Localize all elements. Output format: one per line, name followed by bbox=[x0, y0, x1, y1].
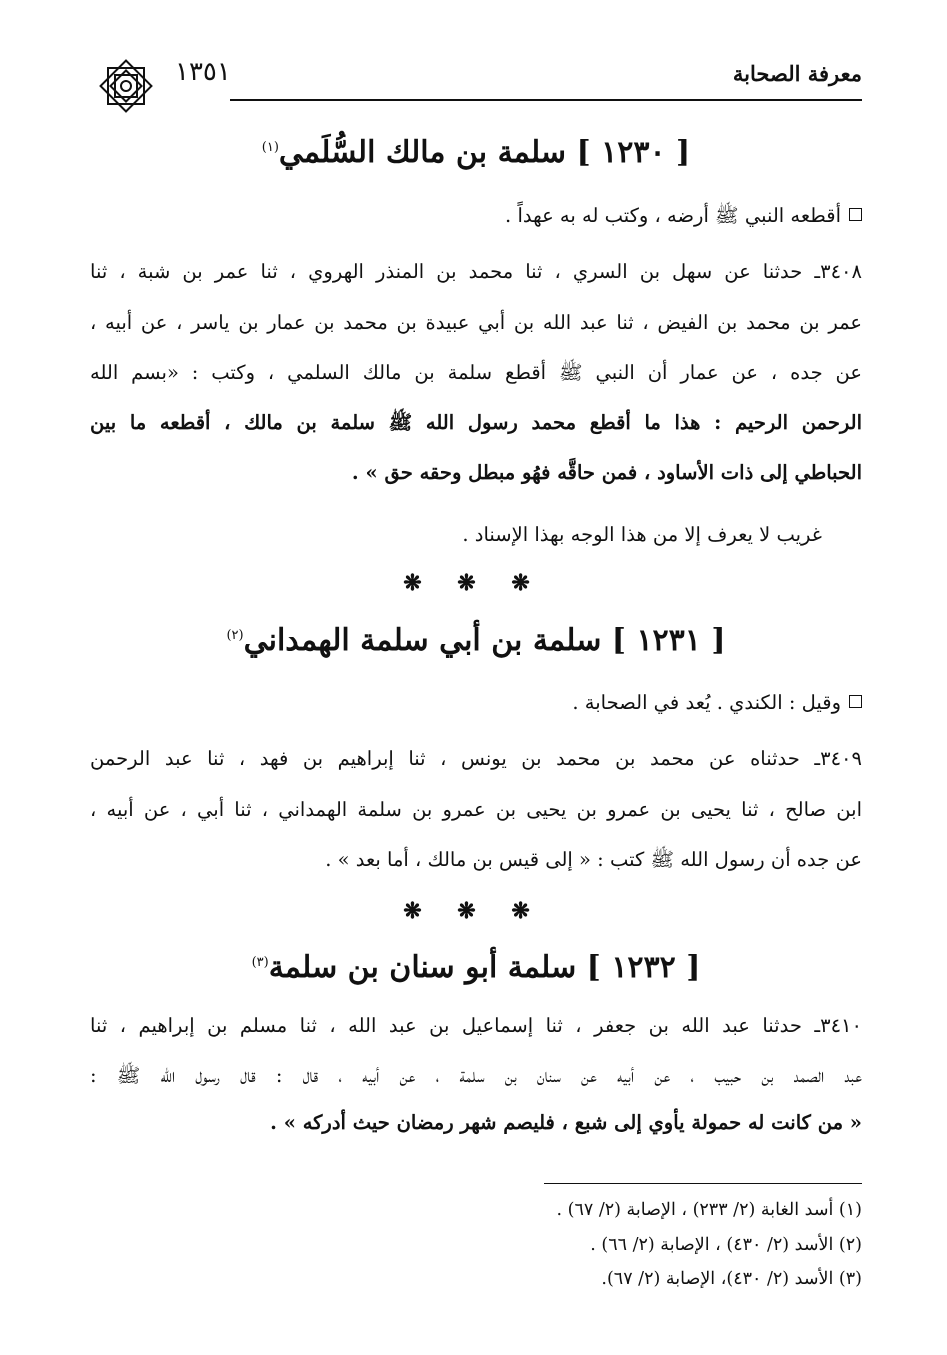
footnote: (١) أسد الغابة (٢/ ٢٣٣) ، الإصابة (٢/ ٦٧) . bbox=[556, 1200, 862, 1220]
hadith-line: ابن صالح ، ثنا يحيى بن عمرو بن يحيى بن عمرو بن سلمة الهمداني ، ثنا أبي ، عن أبيه ، bbox=[90, 798, 862, 821]
eight-point-star-ornament-icon bbox=[95, 55, 157, 117]
entry-intro-1230: أقطعه النبي ﷺ أرضه ، وكتب له به عهداً . bbox=[90, 206, 862, 226]
section-separator: ❋ ❋ ❋ bbox=[403, 898, 544, 924]
hadith-line: ٣٤١٠ـ حدثنا عبد الله بن جعفر ، ثنا إسماعيل بن عبد الله ، ثنا مسلم بن إبراهيم ، ثنا bbox=[90, 1014, 862, 1037]
square-bullet-icon bbox=[849, 695, 862, 708]
hadith-line: « من كانت له حمولة يأوي إلى شبع ، فليصم شهر رمضان حيث أدركه » . bbox=[270, 1111, 862, 1134]
entry-heading-1230: [ ١٢٣٠ ] سلمة بن مالك السُّلَمي$^{(١)}$ bbox=[261, 135, 691, 170]
hadith-line: ٣٤٠٨ـ حدثنا عن سهل بن السري ، ثنا محمد بن المنذر الهروي ، ثنا عمر بن شبة ، ثنا bbox=[90, 260, 862, 283]
running-title: معرفة الصحابة bbox=[732, 61, 862, 86]
footnote: (٢) الأسد (٢/ ٤٣٠) ، الإصابة (٢/ ٦٦) . bbox=[590, 1235, 862, 1255]
hadith-line: عبد الصمد بن حبيب ، عن أبيه عن سنان بن سلمة ، عن أبيه ، قال : قال رسول الله ﷺ : bbox=[90, 1064, 862, 1087]
entry-heading-1232: [ ١٢٣٢ ] سلمة أبو سنان بن سلمة$^{(٣)}$ bbox=[251, 950, 701, 985]
entry-intro-1231: وقيل : الكندي . يُعد في الصحابة . bbox=[90, 693, 862, 713]
entry-comment: غريب لا يعرف إلا من هذا الوجه بهذا الإسناد . bbox=[462, 523, 822, 546]
entry-heading-1231: [ ١٢٣١ ] سلمة بن أبي سلمة الهمداني$^{(٢)}$ bbox=[226, 623, 726, 658]
footnote-rule bbox=[544, 1183, 862, 1184]
hadith-line: الحباطي إلى ذات الأساود ، فمن حاقَّه فهُو مبطل وحقه حق » . bbox=[351, 461, 862, 484]
section-separator: ❋ ❋ ❋ bbox=[403, 570, 544, 596]
hadith-line: الرحمن الرحيم : هذا ما أقطع محمد رسول الله ﷺ سلمة بن مالك ، أقطعه ما بين bbox=[90, 411, 862, 434]
header-rule bbox=[230, 99, 862, 101]
hadith-line: ٣٤٠٩ـ حدثناه عن محمد بن محمد بن يونس ، ثنا إبراهيم بن فهد ، ثنا عبد الرحمن bbox=[90, 747, 862, 770]
hadith-line: عمر بن محمد بن الفيض ، ثنا عبد الله بن أبي عبيدة بن محمد بن عمار بن ياسر ، عن أبيه ، bbox=[90, 311, 862, 334]
hadith-line: عن جده أن رسول الله ﷺ كتب : « إلى قيس بن مالك ، أما بعد » . bbox=[325, 848, 862, 871]
hadith-line: عن جده ، عن عمار أن النبي ﷺ أقطع سلمة بن مالك السلمي ، وكتب : «بسم الله bbox=[90, 361, 862, 384]
page-number: ١٣٥١ bbox=[175, 57, 231, 87]
footnote: (٣) الأسد (٢/ ٤٣٠)، الإصابة (٢/ ٦٧). bbox=[601, 1269, 862, 1289]
page-header bbox=[90, 55, 862, 105]
square-bullet-icon bbox=[849, 208, 862, 221]
